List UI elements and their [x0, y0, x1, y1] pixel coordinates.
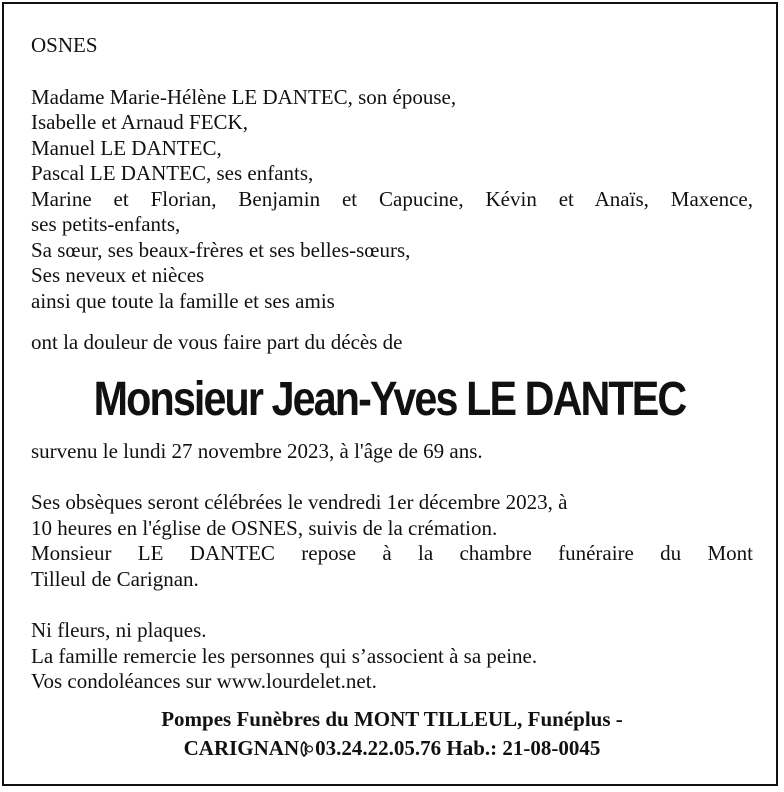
funeral-home-place: CARIGNAN: [183, 736, 300, 760]
closing-remarks: [31, 618, 753, 695]
funeral-line: Tilleul de Carignan.: [31, 566, 199, 591]
family-line: Pascal LE DANTEC, ses enfants,: [31, 161, 314, 185]
funeral-home-phone: 03.24.22.05.76 Hab.: 21-08-0045: [315, 736, 601, 760]
family-line: ainsi que toute la famille et ses amis: [31, 288, 335, 313]
funeral-home-name: Pompes Funèbres du MONT TILLEUL, Funéplus -: [161, 707, 623, 731]
funeral-line: 10 heures en l'église de OSNES, suivis de la crémation.: [31, 515, 498, 540]
family-line: Isabelle et Arnaud FECK,: [31, 110, 248, 134]
closing-line: La famille remercie les personnes qui s’associent à sa peine.: [31, 643, 538, 668]
phone-icon: [300, 736, 314, 752]
family-line: Sa sœur, ses beaux-frères et ses belles-sœurs,: [31, 237, 411, 262]
family-line: Manuel LE DANTEC,: [31, 135, 222, 160]
funeral-home-contact: [31, 734, 753, 763]
family-line: ses petits-enfants,: [31, 212, 181, 236]
announcement: ont la douleur de vous faire part du décès de: [31, 330, 403, 354]
family-line: Madame Marie-Hélène LE DANTEC, son épouse,: [31, 84, 457, 109]
obituary-notice: [31, 33, 753, 695]
town: OSNES: [31, 33, 98, 57]
funeral-details: [31, 490, 753, 592]
family-line: Ses neveux et nièces: [31, 263, 205, 287]
deceased-name: Monsieur Jean-Yves LE DANTEC: [93, 372, 686, 426]
funeral-home-footer: [31, 705, 753, 763]
closing-line: Ni fleurs, ni plaques.: [31, 618, 207, 642]
closing-line: Vos condoléances sur www.lourdelet.net.: [31, 669, 377, 693]
funeral-line: Ses obsèques seront célébrées le vendredi 1er décembre 2023, à: [31, 490, 568, 514]
family-list: [31, 85, 753, 315]
family-line: Marine et Florian, Benjamin et Capucine, Kévin et Anaïs, Maxence,: [31, 186, 753, 211]
death-info: survenu le lundi 27 novembre 2023, à l'âge de 69 ans.: [31, 438, 483, 463]
funeral-line: Monsieur LE DANTEC repose à la chambre funéraire du Mont: [31, 541, 753, 565]
